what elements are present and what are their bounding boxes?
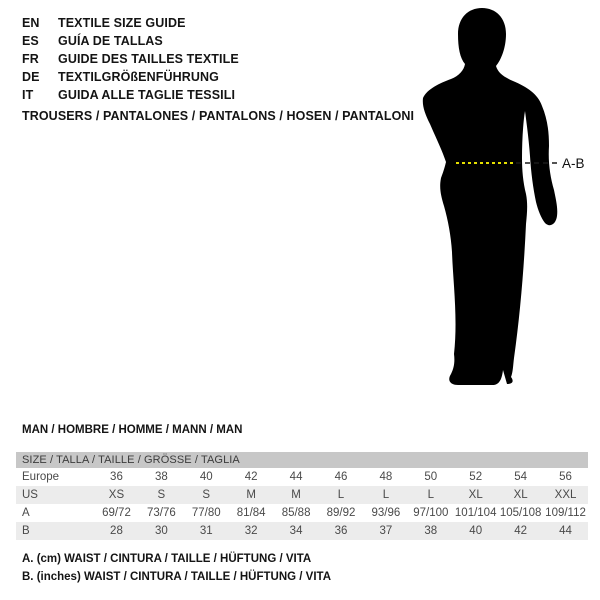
row-label: B — [22, 525, 30, 537]
table-cell: 93/96 — [371, 507, 401, 519]
table-cell: 101/104 — [454, 507, 497, 519]
table-row — [16, 504, 588, 522]
table-cell: 46 — [334, 471, 348, 483]
table-cell: XXL — [554, 489, 577, 501]
footnote-waist-cm: A. (cm) WAIST / CINTURA / TAILLE / HÜFTUNG / VITA — [22, 553, 312, 565]
language-row — [22, 50, 239, 68]
language-code: DE — [22, 70, 40, 84]
row-label: A — [22, 507, 30, 519]
table-cell: S — [202, 489, 211, 501]
table-cell: 44 — [289, 471, 303, 483]
table-cell: 36 — [110, 471, 123, 483]
table-cell: 109/112 — [545, 507, 586, 519]
man-silhouette-shape — [423, 8, 557, 385]
size-table-body — [16, 468, 588, 540]
table-cell: 28 — [110, 525, 123, 537]
table-cell: 32 — [244, 525, 258, 537]
language-code: IT — [22, 88, 34, 102]
table-cell: 54 — [514, 471, 527, 483]
table-cell: 48 — [379, 471, 393, 483]
language-row — [22, 32, 239, 50]
table-cell: L — [337, 489, 345, 501]
man-silhouette-svg — [410, 0, 600, 400]
language-title: GUIDE DES TAILLES TEXTILE — [58, 52, 239, 66]
language-code: FR — [22, 52, 39, 66]
table-row — [16, 486, 588, 504]
table-cell: 37 — [379, 525, 393, 537]
table-cell: 85/88 — [281, 507, 311, 519]
table-cell: 38 — [154, 471, 168, 483]
table-cell: 42 — [244, 471, 258, 483]
table-cell: 52 — [469, 471, 483, 483]
table-cell: 97/100 — [413, 507, 449, 519]
row-label: US — [22, 489, 38, 501]
footnotes — [22, 550, 331, 586]
language-code: ES — [22, 34, 39, 48]
waist-measure-label: A-B — [562, 156, 585, 171]
gender-section-label: MAN / HOMBRE / HOMME / MANN / MAN — [22, 424, 243, 436]
table-cell: 30 — [154, 525, 168, 537]
table-row — [16, 468, 588, 486]
footnote-waist-inches: B. (inches) WAIST / CINTURA / TAILLE / HÜFTUNG / VITA — [22, 571, 332, 583]
table-cell: 40 — [199, 471, 213, 483]
table-cell: M — [246, 489, 256, 501]
language-row — [22, 86, 239, 104]
row-label: Europe — [22, 471, 60, 483]
garment-type-line: TROUSERS / PANTALONES / PANTALONS / HOSEN / PANTALONI — [22, 109, 415, 123]
language-title: TEXTILGRÖßENFÜHRUNG — [58, 70, 219, 84]
language-title: GUIDA ALLE TAGLIE TESSILI — [58, 88, 236, 102]
table-cell: 36 — [334, 525, 348, 537]
table-cell: 89/92 — [326, 507, 356, 519]
table-cell: 40 — [469, 525, 483, 537]
language-row — [22, 14, 239, 32]
table-cell: XL — [513, 489, 528, 501]
table-cell: 50 — [424, 471, 438, 483]
language-list — [22, 14, 239, 104]
table-cell: 31 — [199, 525, 213, 537]
table-cell: L — [427, 489, 434, 501]
table-cell: M — [291, 489, 301, 501]
size-table-grid — [16, 468, 588, 540]
table-cell: S — [157, 489, 166, 501]
table-cell: 34 — [289, 525, 303, 537]
size-table-header: SIZE / TALLA / TAILLE / GRÖSSE / TAGLIA — [16, 452, 588, 468]
size-table — [16, 452, 588, 540]
table-cell: 38 — [424, 525, 438, 537]
table-cell: 105/108 — [499, 507, 542, 519]
table-cell: 56 — [559, 471, 572, 483]
table-cell: 77/80 — [191, 507, 221, 519]
language-title: GUÍA DE TALLAS — [58, 34, 163, 48]
table-cell: XS — [108, 489, 125, 501]
table-row — [16, 522, 588, 540]
table-cell: 81/84 — [236, 507, 266, 519]
table-cell: XL — [468, 489, 483, 501]
language-row — [22, 68, 239, 86]
man-silhouette-figure — [410, 0, 600, 400]
table-cell: 73/76 — [146, 507, 176, 519]
language-code: EN — [22, 16, 40, 30]
table-cell: 69/72 — [102, 507, 131, 519]
table-cell: L — [382, 489, 390, 501]
table-cell: 44 — [559, 525, 572, 537]
table-cell: 42 — [514, 525, 527, 537]
language-title: TEXTILE SIZE GUIDE — [58, 16, 186, 30]
